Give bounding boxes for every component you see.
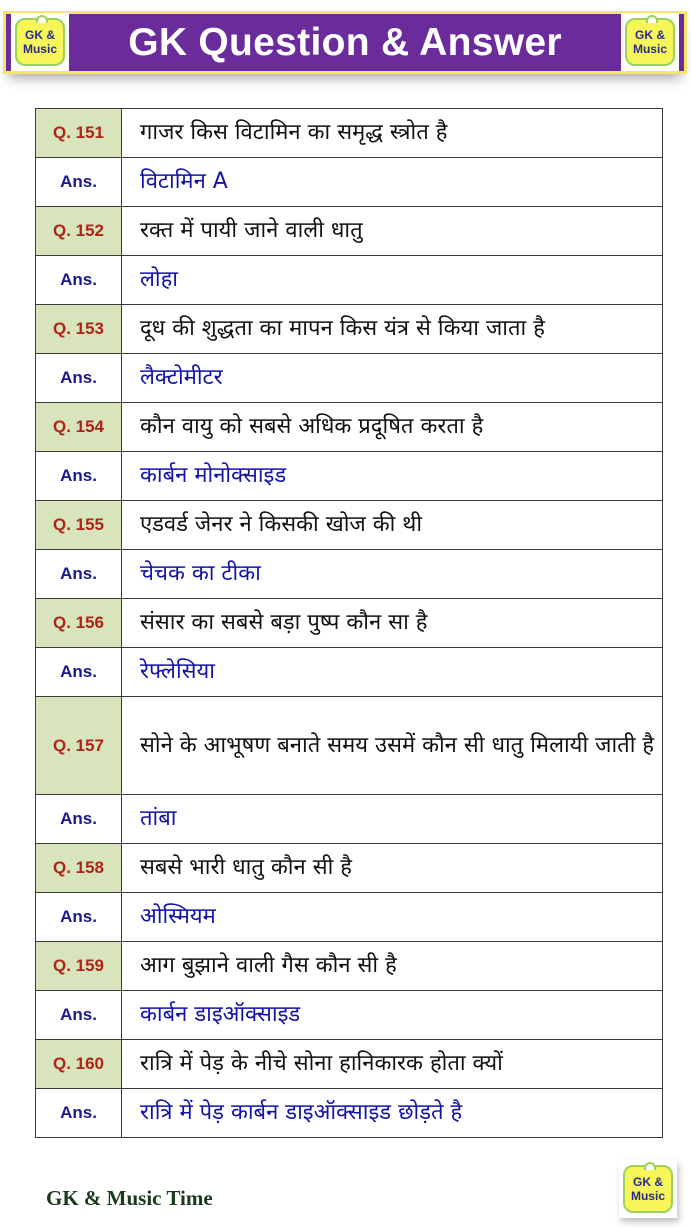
logo-text-line1: GK & [633,1175,663,1189]
answer-row [36,893,663,942]
question-row [36,599,663,648]
answer-row [36,648,663,697]
logo-footer [619,1160,677,1218]
answer-text: लोहा [122,256,663,305]
logo-badge [623,1165,673,1213]
qa-table [35,108,663,1138]
question-number: Q. 152 [36,207,122,256]
logo-text-line2: Music [630,1189,665,1203]
logo-badge [625,18,675,66]
question-row [36,844,663,893]
question-text: रक्त में पायी जाने वाली धातु [122,207,663,256]
answer-row [36,354,663,403]
answer-text: तांबा [122,795,663,844]
question-text: आग बुझाने वाली गैस कौन सी है [122,942,663,991]
question-number: Q. 156 [36,599,122,648]
question-number: Q. 158 [36,844,122,893]
logo-badge [15,18,65,66]
answer-label: Ans. [36,158,122,207]
page-title: GK Question & Answer [128,21,562,64]
question-text: संसार का सबसे बड़ा पुष्प कौन सा है [122,599,663,648]
answer-label: Ans. [36,795,122,844]
answer-row [36,1089,663,1138]
question-row [36,207,663,256]
question-number: Q. 154 [36,403,122,452]
answer-text: रात्रि में पेड़ कार्बन डाइऑक्साइड छोड़ते है [122,1089,663,1138]
answer-row [36,256,663,305]
logo-right [621,13,679,71]
answer-text: ओस्मियम [122,893,663,942]
header-banner [3,11,687,74]
question-text: एडवर्ड जेनर ने किसकी खोज की थी [122,501,663,550]
question-text: दूध की शुद्धता का मापन किस यंत्र से किया जाता है [122,305,663,354]
question-number: Q. 153 [36,305,122,354]
question-number: Q. 151 [36,109,122,158]
answer-label: Ans. [36,893,122,942]
footer-brand-text: GK & Music Time [46,1186,213,1210]
question-text: गाजर किस विटामिन का समृद्ध स्त्रोत है [122,109,663,158]
logo-left [11,13,69,71]
question-text: सबसे भारी धातु कौन सी है [122,844,663,893]
question-text: रात्रि में पेड़ के नीचे सोना हानिकारक होता क्यों [122,1040,663,1089]
question-number: Q. 160 [36,1040,122,1089]
answer-row [36,795,663,844]
answer-label: Ans. [36,550,122,599]
question-text: सोने के आभूषण बनाते समय उसमें कौन सी धातु मिलायी जाती है [122,697,663,795]
question-number: Q. 159 [36,942,122,991]
logo-text-line1: GK & [25,28,55,42]
question-number: Q. 157 [36,697,122,795]
logo-text-line1: GK & [635,28,665,42]
question-number: Q. 155 [36,501,122,550]
answer-row [36,991,663,1040]
answer-text: कार्बन मोनोक्साइड [122,452,663,501]
answer-label: Ans. [36,452,122,501]
answer-text: विटामिन A [122,158,663,207]
logo-text-line2: Music [22,42,57,56]
question-row [36,109,663,158]
question-row [36,305,663,354]
answer-text: लैक्टोमीटर [122,354,663,403]
answer-row [36,158,663,207]
answer-row [36,452,663,501]
answer-label: Ans. [36,354,122,403]
answer-label: Ans. [36,648,122,697]
question-row [36,942,663,991]
answer-label: Ans. [36,256,122,305]
answer-text: रेफ्लेसिया [122,648,663,697]
answer-label: Ans. [36,1089,122,1138]
question-text: कौन वायु को सबसे अधिक प्रदूषित करता है [122,403,663,452]
answer-row [36,550,663,599]
question-row [36,1040,663,1089]
answer-label: Ans. [36,991,122,1040]
question-row [36,501,663,550]
answer-text: चेचक का टीका [122,550,663,599]
answer-text: कार्बन डाइऑक्साइड [122,991,663,1040]
logo-text-line2: Music [632,42,667,56]
question-row [36,697,663,795]
question-row [36,403,663,452]
